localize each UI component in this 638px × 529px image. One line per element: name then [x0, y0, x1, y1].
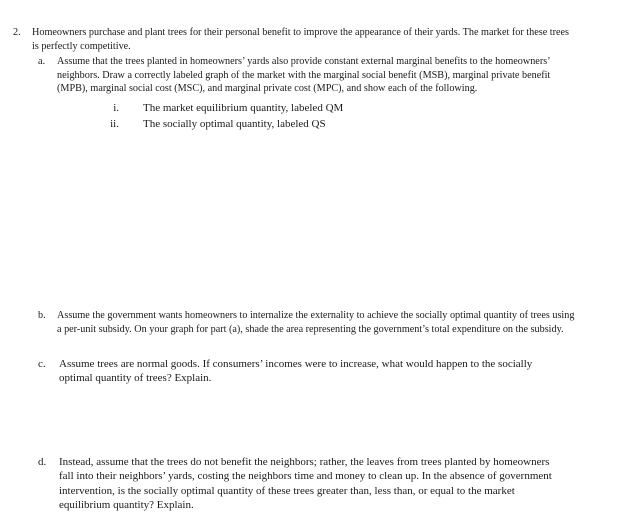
- part-d-line-1: Instead, assume that the trees do not benefit the neighbors; rather, the leaves from trees planted by homeowners: [59, 456, 550, 468]
- part-d-line-4: equilibrium quantity? Explain.: [59, 499, 194, 512]
- part-a-line-2: neighbors. Draw a correctly labeled graph of the market with the marginal social benefit (MSB), marginal private benefit: [57, 69, 551, 81]
- part-d-line-2: fall into their neighbors’ yards, costing the neighbors time and money to clean up. In the absence of government: [59, 470, 552, 483]
- part-a-item-1-text: The market equilibrium quantity, labeled QM: [143, 102, 344, 114]
- part-d-label: d.: [38, 456, 47, 468]
- question-stem-line-1: Homeowners purchase and plant trees for their personal benefit to improve the appearance of their yards. The market for these trees: [32, 27, 569, 38]
- part-a-item-1-numeral: i.: [113, 102, 119, 114]
- part-d-line-3: intervention, is the socially optimal quantity of these trees greater than, less than, or equal to the market: [59, 484, 515, 497]
- part-a-line-1: Assume that the trees planted in homeowners’ yards also provide constant external marginal benefits to the homeowners’: [57, 56, 551, 67]
- part-c-line-1: Assume trees are normal goods. If consumers’ incomes were to increase, what would happen to the socially: [59, 358, 533, 370]
- part-a-label: a.: [38, 56, 46, 67]
- part-b-line-1: Assume the government wants homeowners to internalize the externality to achieve the socially optimal quantity of trees using: [57, 310, 575, 321]
- question-stem-line-2: is perfectly competitive.: [32, 40, 131, 52]
- part-a-line-3: (MPB), marginal social cost (MSC), and marginal private cost (MPC), and show each of the following.: [57, 83, 478, 95]
- part-c-text: [59, 357, 634, 386]
- part-d-text: [59, 455, 634, 513]
- part-c-line-2: optimal quantity of trees? Explain.: [59, 372, 212, 385]
- part-a-text: [57, 55, 632, 96]
- part-a-item-2-text: The socially optimal quantity, labeled QS: [143, 118, 326, 130]
- part-b-label: b.: [38, 310, 46, 321]
- part-a-item-2-numeral: ii.: [110, 118, 119, 130]
- part-b-line-2: a per-unit subsidy. On your graph for part (a), shade the area representing the government’s total expenditure on the subsidy.: [57, 323, 564, 335]
- part-c-label: c.: [38, 358, 46, 370]
- question-stem: [32, 26, 632, 53]
- part-b-text: [57, 309, 635, 336]
- question-number: 2.: [13, 27, 21, 38]
